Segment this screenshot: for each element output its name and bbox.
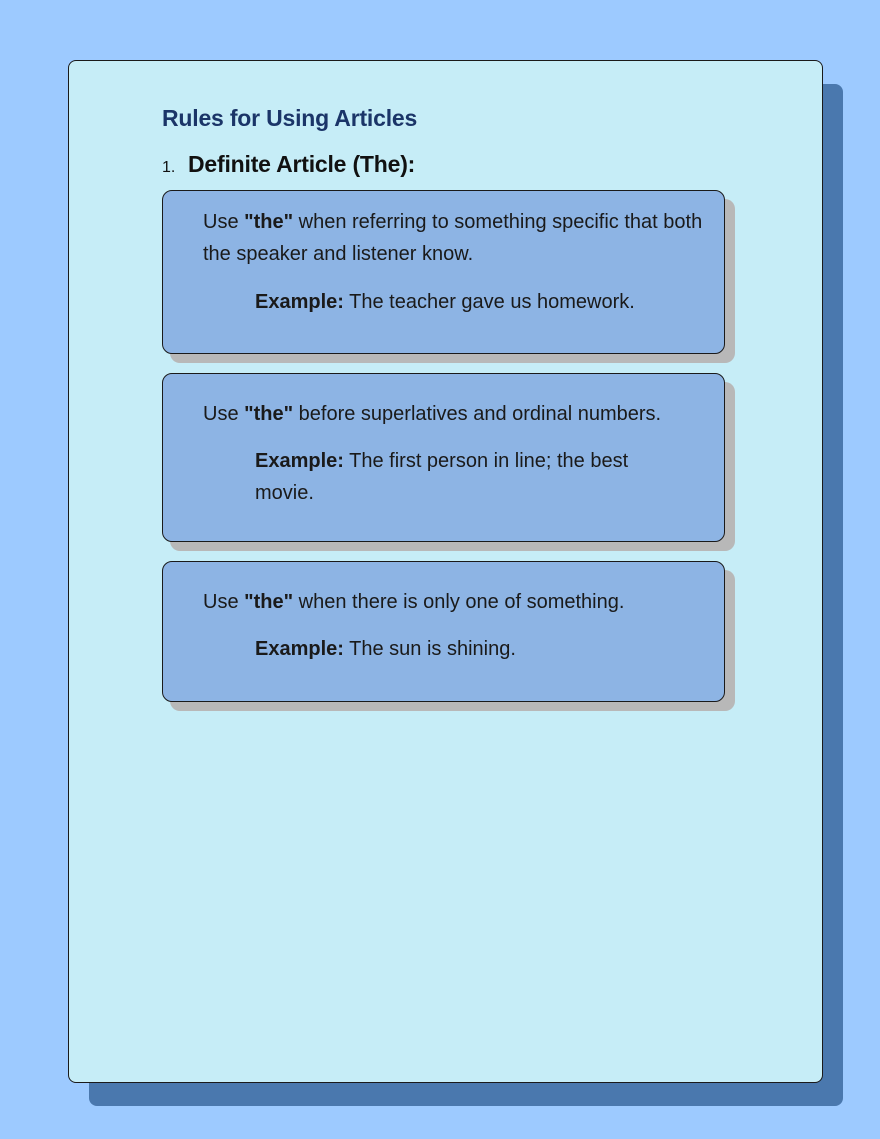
- rule-text: Use "the" when there is only one of something.: [203, 591, 625, 613]
- example-text: Example: The sun is shining.: [255, 638, 516, 660]
- section-heading: [162, 151, 415, 178]
- section-number: 1.: [162, 159, 176, 176]
- rule-card: [162, 561, 725, 702]
- example-label: Example:: [255, 291, 344, 313]
- example-label: Example:: [255, 450, 344, 472]
- rule-keyword: "the": [244, 403, 294, 425]
- rule-text: Use "the" before superlatives and ordinal numbers.: [203, 403, 662, 425]
- document-page: [68, 60, 823, 1083]
- example-text: Example: The teacher gave us homework.: [255, 291, 635, 313]
- section-title: Definite Article (The):: [188, 151, 416, 177]
- page-title: Rules for Using Articles: [162, 105, 418, 131]
- example-text: Example: The first person in line; the best movie.: [255, 450, 629, 504]
- rule-text: Use "the" when referring to something specific that both the speaker and listener know.: [203, 211, 703, 265]
- rule-card: [162, 190, 725, 354]
- rule-keyword: "the": [244, 591, 294, 613]
- rule-card: [162, 373, 725, 542]
- rule-keyword: "the": [244, 211, 294, 233]
- example-label: Example:: [255, 638, 344, 660]
